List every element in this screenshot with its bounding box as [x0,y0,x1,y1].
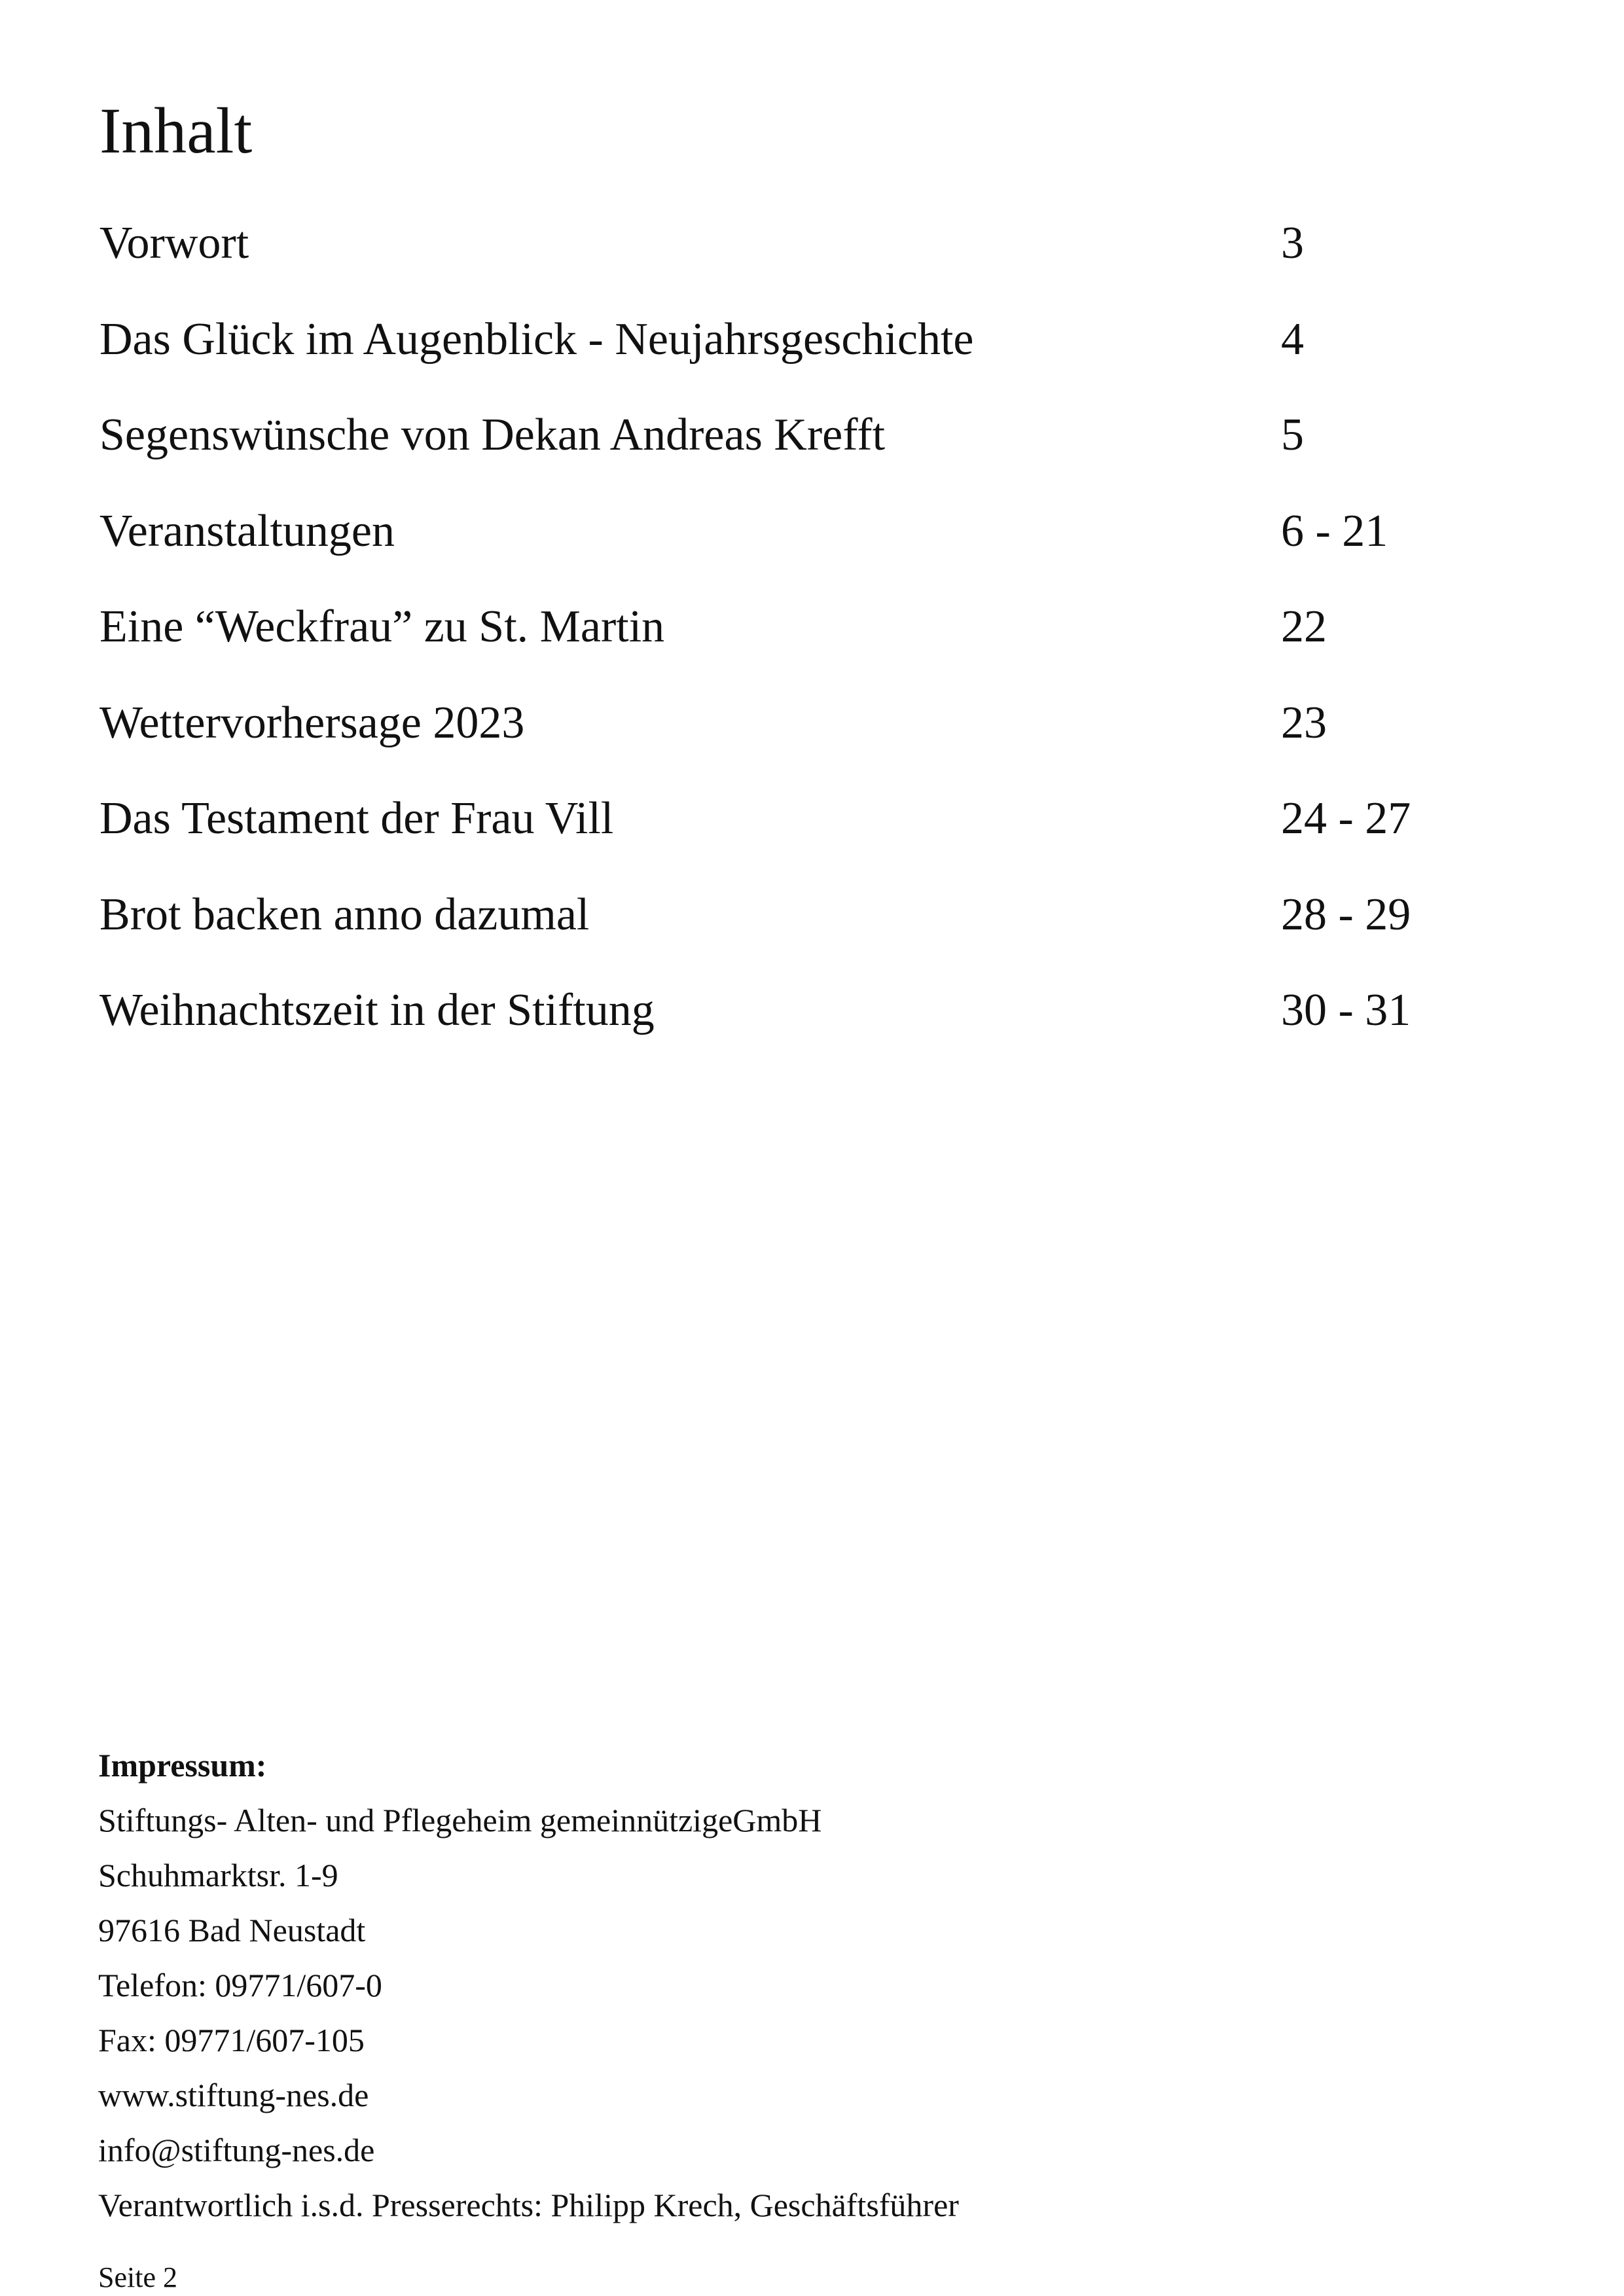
toc-entry-title: Eine “Weckfrau” zu St. Martin [99,601,665,652]
toc-entry-page: 23 [1281,697,1327,748]
impressum [98,1738,1538,2233]
table-of-contents [99,211,1540,1074]
toc-entry-title: Das Testament der Frau Vill [99,793,614,844]
toc-entry-title: Vorwort [99,218,249,268]
toc-entry-wettervorhersage [99,691,1540,787]
impressum-email: info@stiftung-nes.de [98,2132,375,2168]
toc-entry-neujahrsgeschichte [99,307,1540,403]
impressum-organization: Stiftungs- Alten- und Pflegeheim gemeinnützigeGmbH [98,1802,822,1839]
toc-entry-page: 22 [1281,601,1327,652]
toc-entry-page: 28 - 29 [1281,889,1411,940]
toc-entry-page: 24 - 27 [1281,793,1411,844]
impressum-fax: Fax: 09771/607-105 [98,2022,365,2058]
toc-entry-page: 3 [1281,218,1304,268]
toc-entry-title: Weihnachtszeit in der Stiftung [99,985,655,1035]
toc-entry-title: Das Glück im Augenblick - Neujahrsgeschichte [99,314,974,365]
toc-entry-segenswuensche [99,403,1540,499]
toc-entry-page: 6 - 21 [1281,505,1388,556]
impressum-city: 97616 Bad Neustadt [98,1912,366,1948]
impressum-street: Schuhmarktsr. 1-9 [98,1857,338,1893]
impressum-website: www.stiftung-nes.de [98,2077,369,2113]
toc-entry-page: 4 [1281,314,1304,365]
page-number: Seite 2 [98,2261,177,2293]
impressum-responsible: Verantwortlich i.s.d. Presserechts: Philipp Krech, Geschäftsführer [98,2187,959,2223]
toc-entry-brot-backen [99,882,1540,978]
impressum-phone: Telefon: 09771/607-0 [98,1967,382,2003]
impressum-heading: Impressum: [98,1747,267,1784]
toc-entry-vorwort [99,211,1540,307]
toc-entry-page: 5 [1281,410,1304,460]
toc-entry-title: Veranstaltungen [99,505,395,556]
page-title: Inhalt [99,94,253,167]
toc-entry-veranstaltungen [99,499,1540,595]
toc-entry-weckfrau [99,594,1540,691]
toc-entry-testament [99,786,1540,882]
toc-entry-weihnachtszeit [99,978,1540,1074]
toc-entry-title: Wettervorhersage 2023 [99,697,525,748]
toc-entry-title: Brot backen anno dazumal [99,889,590,940]
toc-entry-title: Segenswünsche von Dekan Andreas Krefft [99,410,886,460]
toc-entry-page: 30 - 31 [1281,985,1411,1035]
